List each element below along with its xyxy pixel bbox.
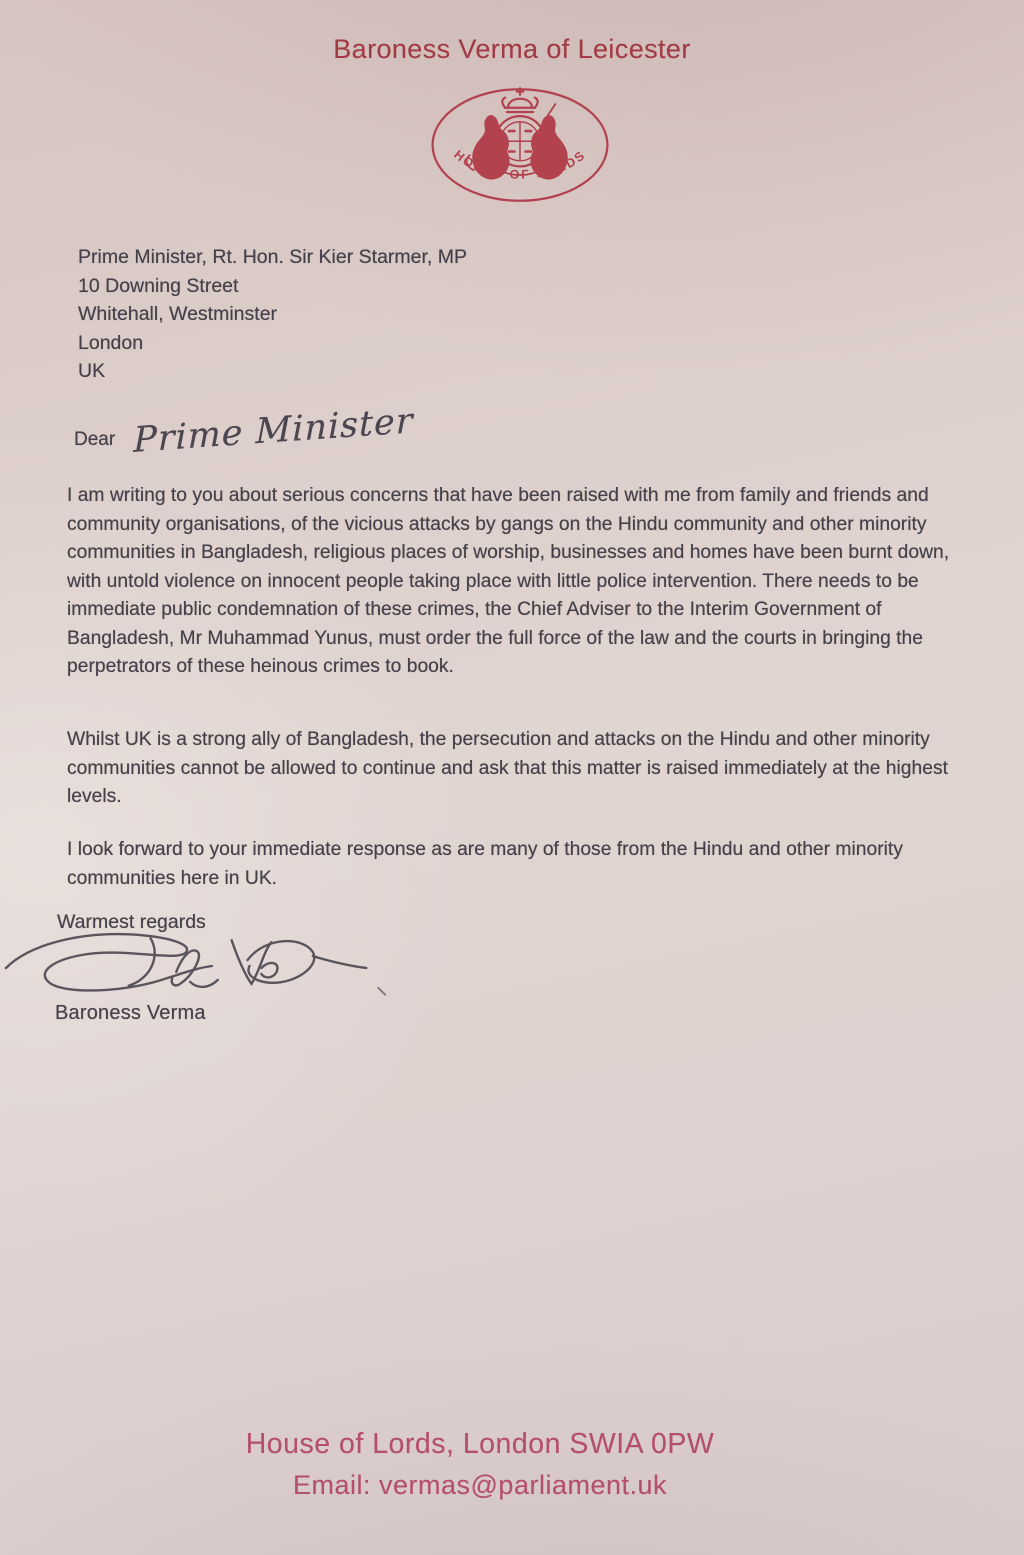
salutation-handwritten: Prime Minister xyxy=(133,401,414,461)
body-paragraph-3: I look forward to your immediate response as are many of those from the Hindu and other minority communities here in UK. xyxy=(67,839,903,889)
salutation xyxy=(74,401,414,461)
signature-scrawl xyxy=(2,926,398,1006)
footer-address: House of Lords, London SWIA 0PW xyxy=(245,1428,715,1460)
salutation-printed: Dear xyxy=(74,429,116,450)
body-paragraph-2: Whilst UK is a strong ally of Bangladesh, the persecution and attacks on the Hindu and other minority communities cannot be allowed to continue and ask that this matter is raised immediately at the highest levels. xyxy=(67,729,948,807)
valediction: Warmest regards xyxy=(57,911,206,933)
recipient-line: UK xyxy=(78,360,106,383)
crest-caption: HOUSE OF LORDS xyxy=(451,147,589,182)
footer-email: Email: vermas@parliament.uk xyxy=(292,1470,668,1500)
letter-footer xyxy=(0,1428,992,1501)
recipient-address xyxy=(78,243,467,386)
crown-icon xyxy=(502,88,537,112)
ink-tick-mark xyxy=(378,988,385,995)
letterhead-title: Baroness Verma of Leicester xyxy=(333,34,691,64)
recipient-line: London xyxy=(78,331,144,354)
signature-name: Baroness Verma xyxy=(55,1002,206,1024)
house-of-lords-crest xyxy=(427,84,613,206)
recipient-line: Whitehall, Westminster xyxy=(78,303,278,326)
body-paragraph-1: I am writing to you about serious concerns that have been raised with me from family and friends and community organisations, of the vicious attacks by gangs on the Hindu community and other minority communities in Bangladesh, religious places of worship, businesses and homes have been burnt down, with untold violence on innocent people taking place with little police intervention. There needs to be immediate public condemnation of these crimes, the Chief Adviser to the Interim Government of Bangladesh, Mr Muhammad Yunus, must order the full force of the law and the courts in bringing the perpetrators of these heinous crimes to book. xyxy=(67,485,950,677)
recipient-line: Prime Minister, Rt. Hon. Sir Kier Starmer, MP xyxy=(78,246,468,268)
recipient-line: 10 Downing Street xyxy=(78,274,239,297)
